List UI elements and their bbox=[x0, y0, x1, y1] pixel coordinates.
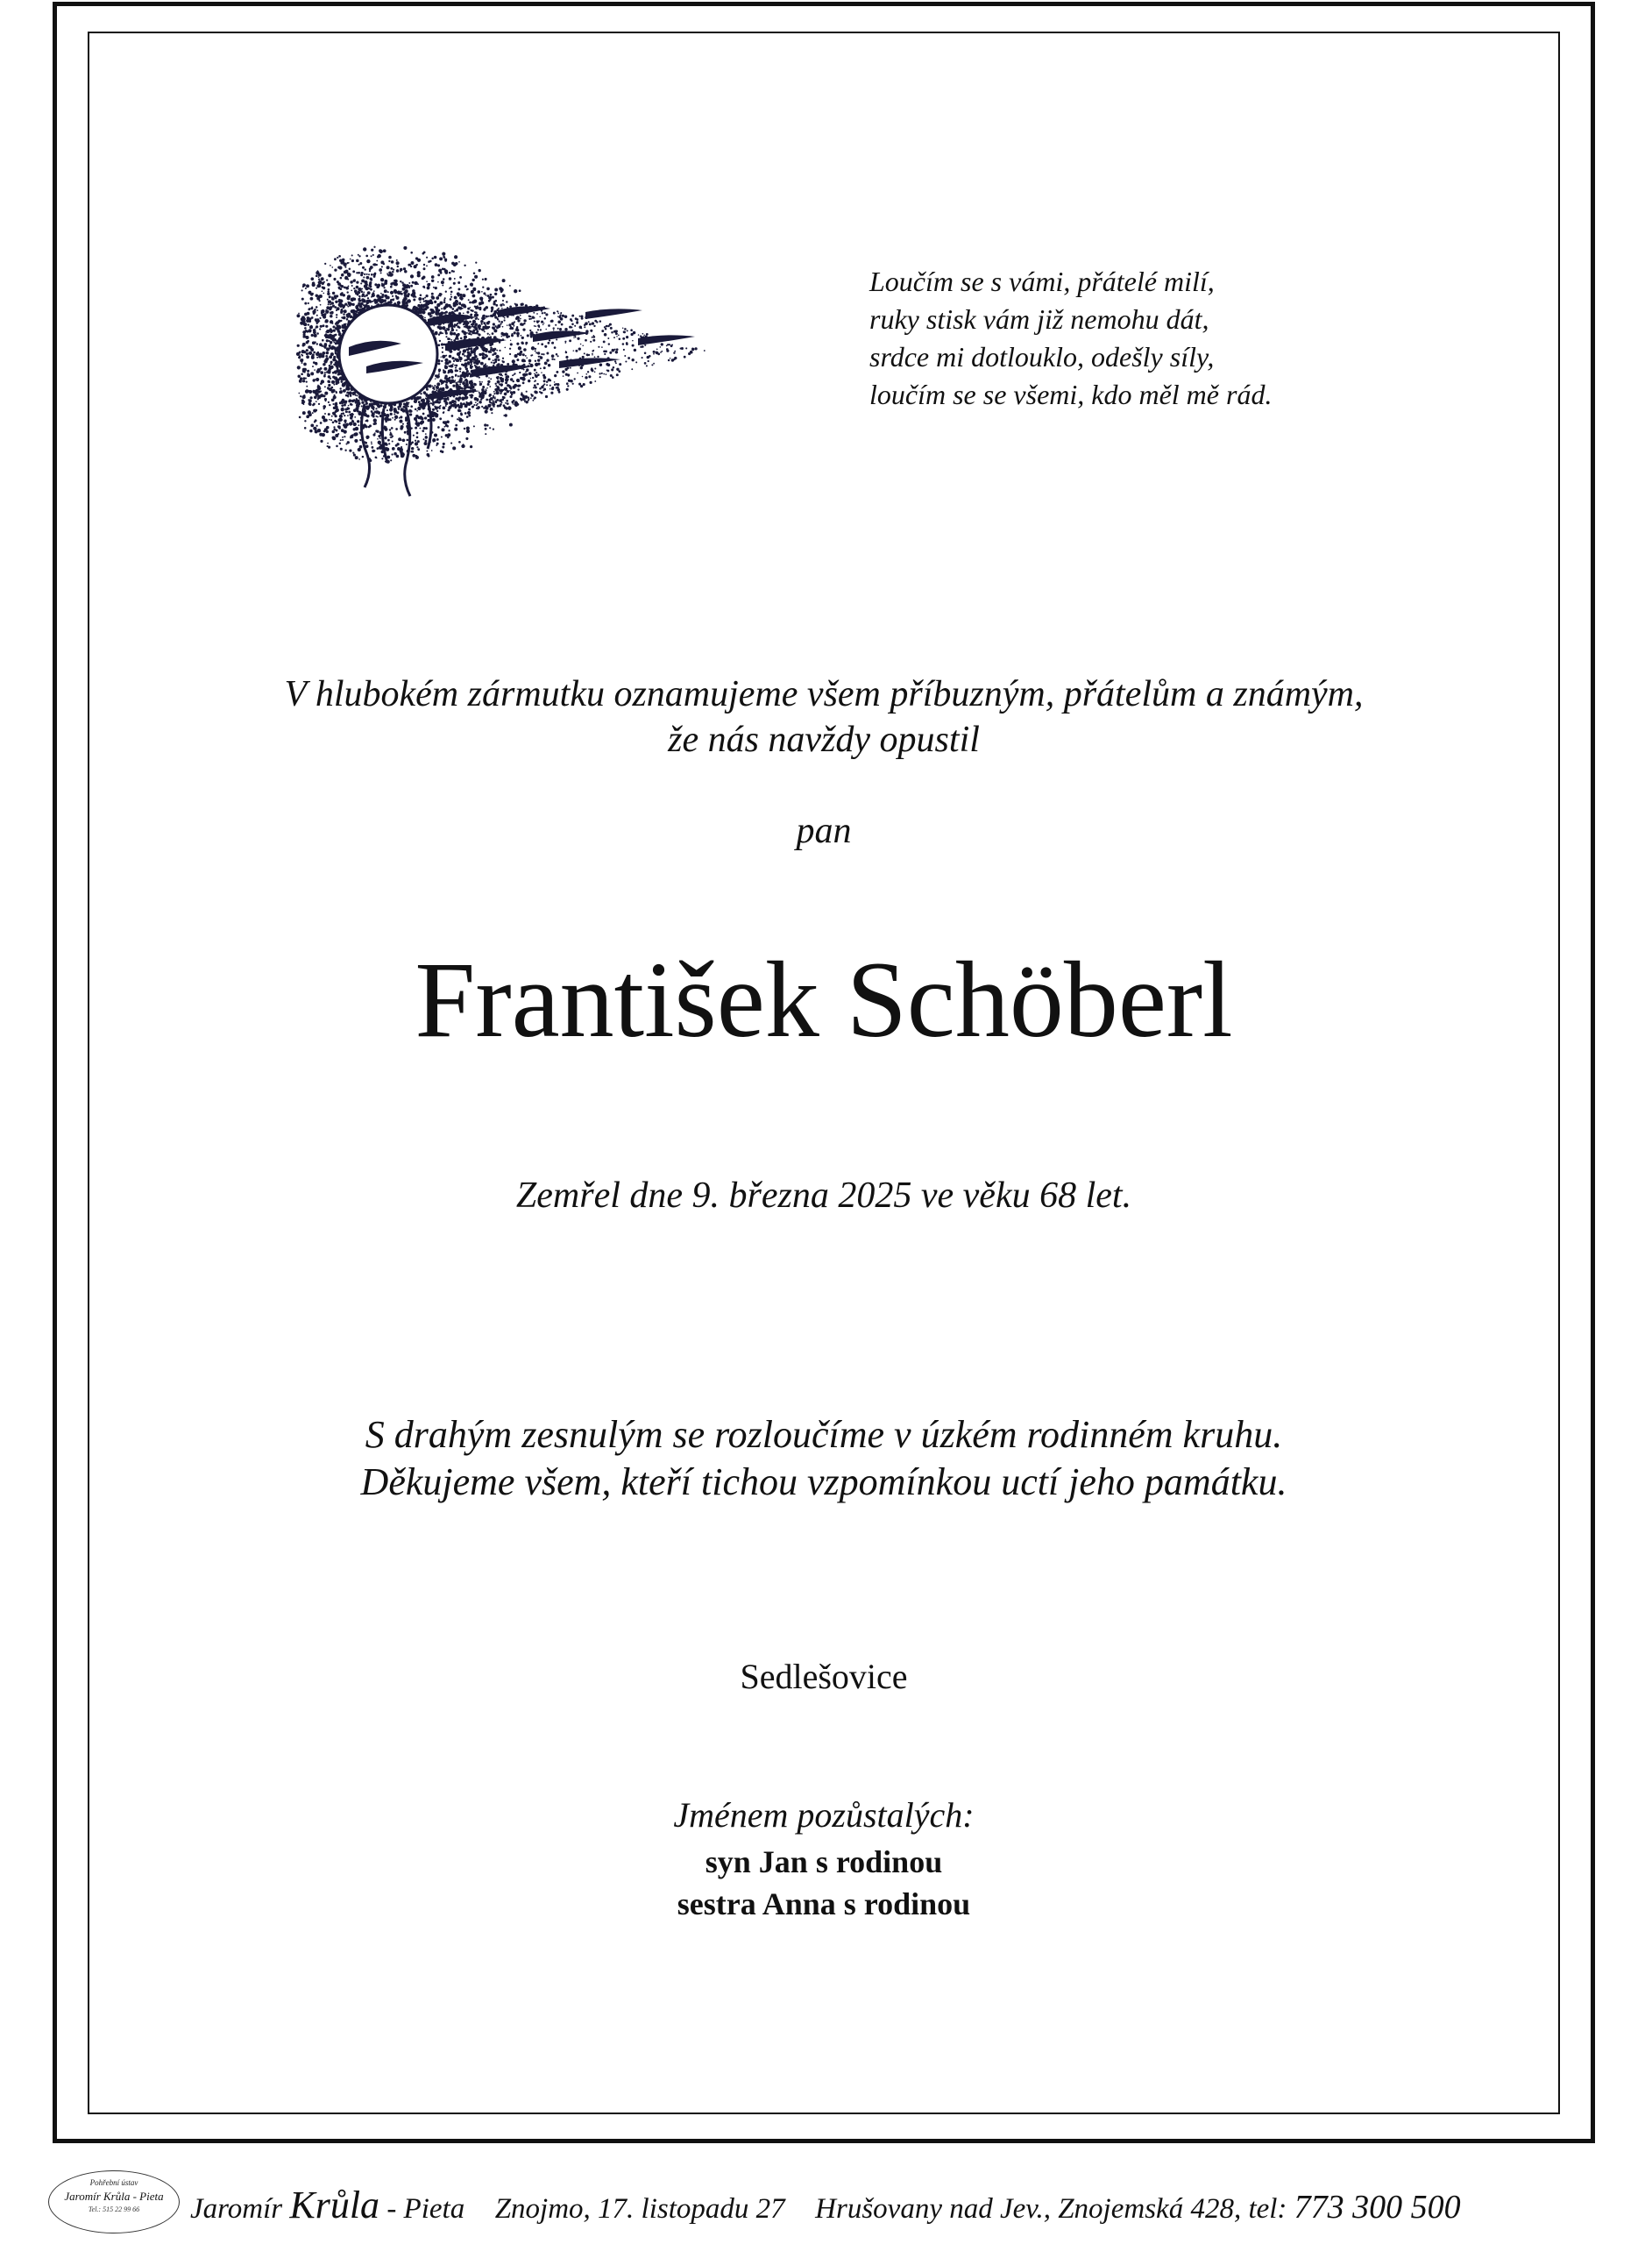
mourner-name: sestra Anna s rodinou bbox=[677, 1886, 971, 1921]
farewell-line-2: Děkujeme všem, kteří tichou vzpomínkou uctí jeho památku. bbox=[360, 1460, 1287, 1503]
place-name: Sedlešovice bbox=[740, 1657, 908, 1696]
salutation: pan bbox=[796, 811, 852, 851]
address-znojmo: Znojmo, 17. listopadu 27 bbox=[494, 2193, 785, 2225]
announcement-line-1: V hlubokém zármutku oznamujeme všem příbuzným, přátelům a známým, bbox=[284, 674, 1364, 714]
address-hrusovany: Hrušovany nad Jev., Znojemská 428, tel: bbox=[815, 2193, 1287, 2225]
poem-line: Loučím se s vámi, přátelé milí, bbox=[869, 266, 1215, 297]
death-notice: Zemřel dne 9. března 2025 ve věku 68 let. bbox=[515, 1175, 1132, 1216]
announcement bbox=[88, 671, 1560, 763]
farewell-text bbox=[88, 1411, 1560, 1506]
mourner-name: syn Jan s rodinou bbox=[705, 1844, 943, 1879]
poem-line: srdce mi dotlouklo, odešly síly, bbox=[869, 341, 1215, 373]
firm-surname: Krůla bbox=[289, 2184, 380, 2226]
phone-number: 773 300 500 bbox=[1294, 2189, 1461, 2226]
farewell-line-1: S drahým zesnulým se rozloučíme v úzkém rodinném kruhu. bbox=[365, 1413, 1283, 1456]
logo-phone-text: Tel.: 515 22 99 66 bbox=[88, 2205, 140, 2213]
firm-first-name: Jaromír bbox=[190, 2193, 283, 2225]
logo-firm-text: Jaromír Krůla - Pieta bbox=[64, 2190, 164, 2203]
funeral-home-logo bbox=[48, 2170, 180, 2233]
footer bbox=[48, 2155, 1652, 2242]
moon-cloud-illustration-icon bbox=[296, 207, 726, 505]
poem-line: ruky stisk vám již nemohu dát, bbox=[869, 303, 1209, 335]
logo-top-text: Pohřební ústav bbox=[89, 2178, 138, 2187]
poem-line: loučím se se všemi, kdo měl mě rád. bbox=[869, 379, 1273, 410]
footer-contact-line bbox=[190, 2184, 1461, 2230]
announcement-line-2: že nás navždy opustil bbox=[668, 720, 980, 760]
poem bbox=[869, 263, 1430, 414]
deceased-name: František Schöberl bbox=[415, 940, 1233, 1060]
mourners-heading: Jménem pozůstalých: bbox=[673, 1795, 975, 1835]
firm-suffix: - Pieta bbox=[386, 2193, 465, 2225]
